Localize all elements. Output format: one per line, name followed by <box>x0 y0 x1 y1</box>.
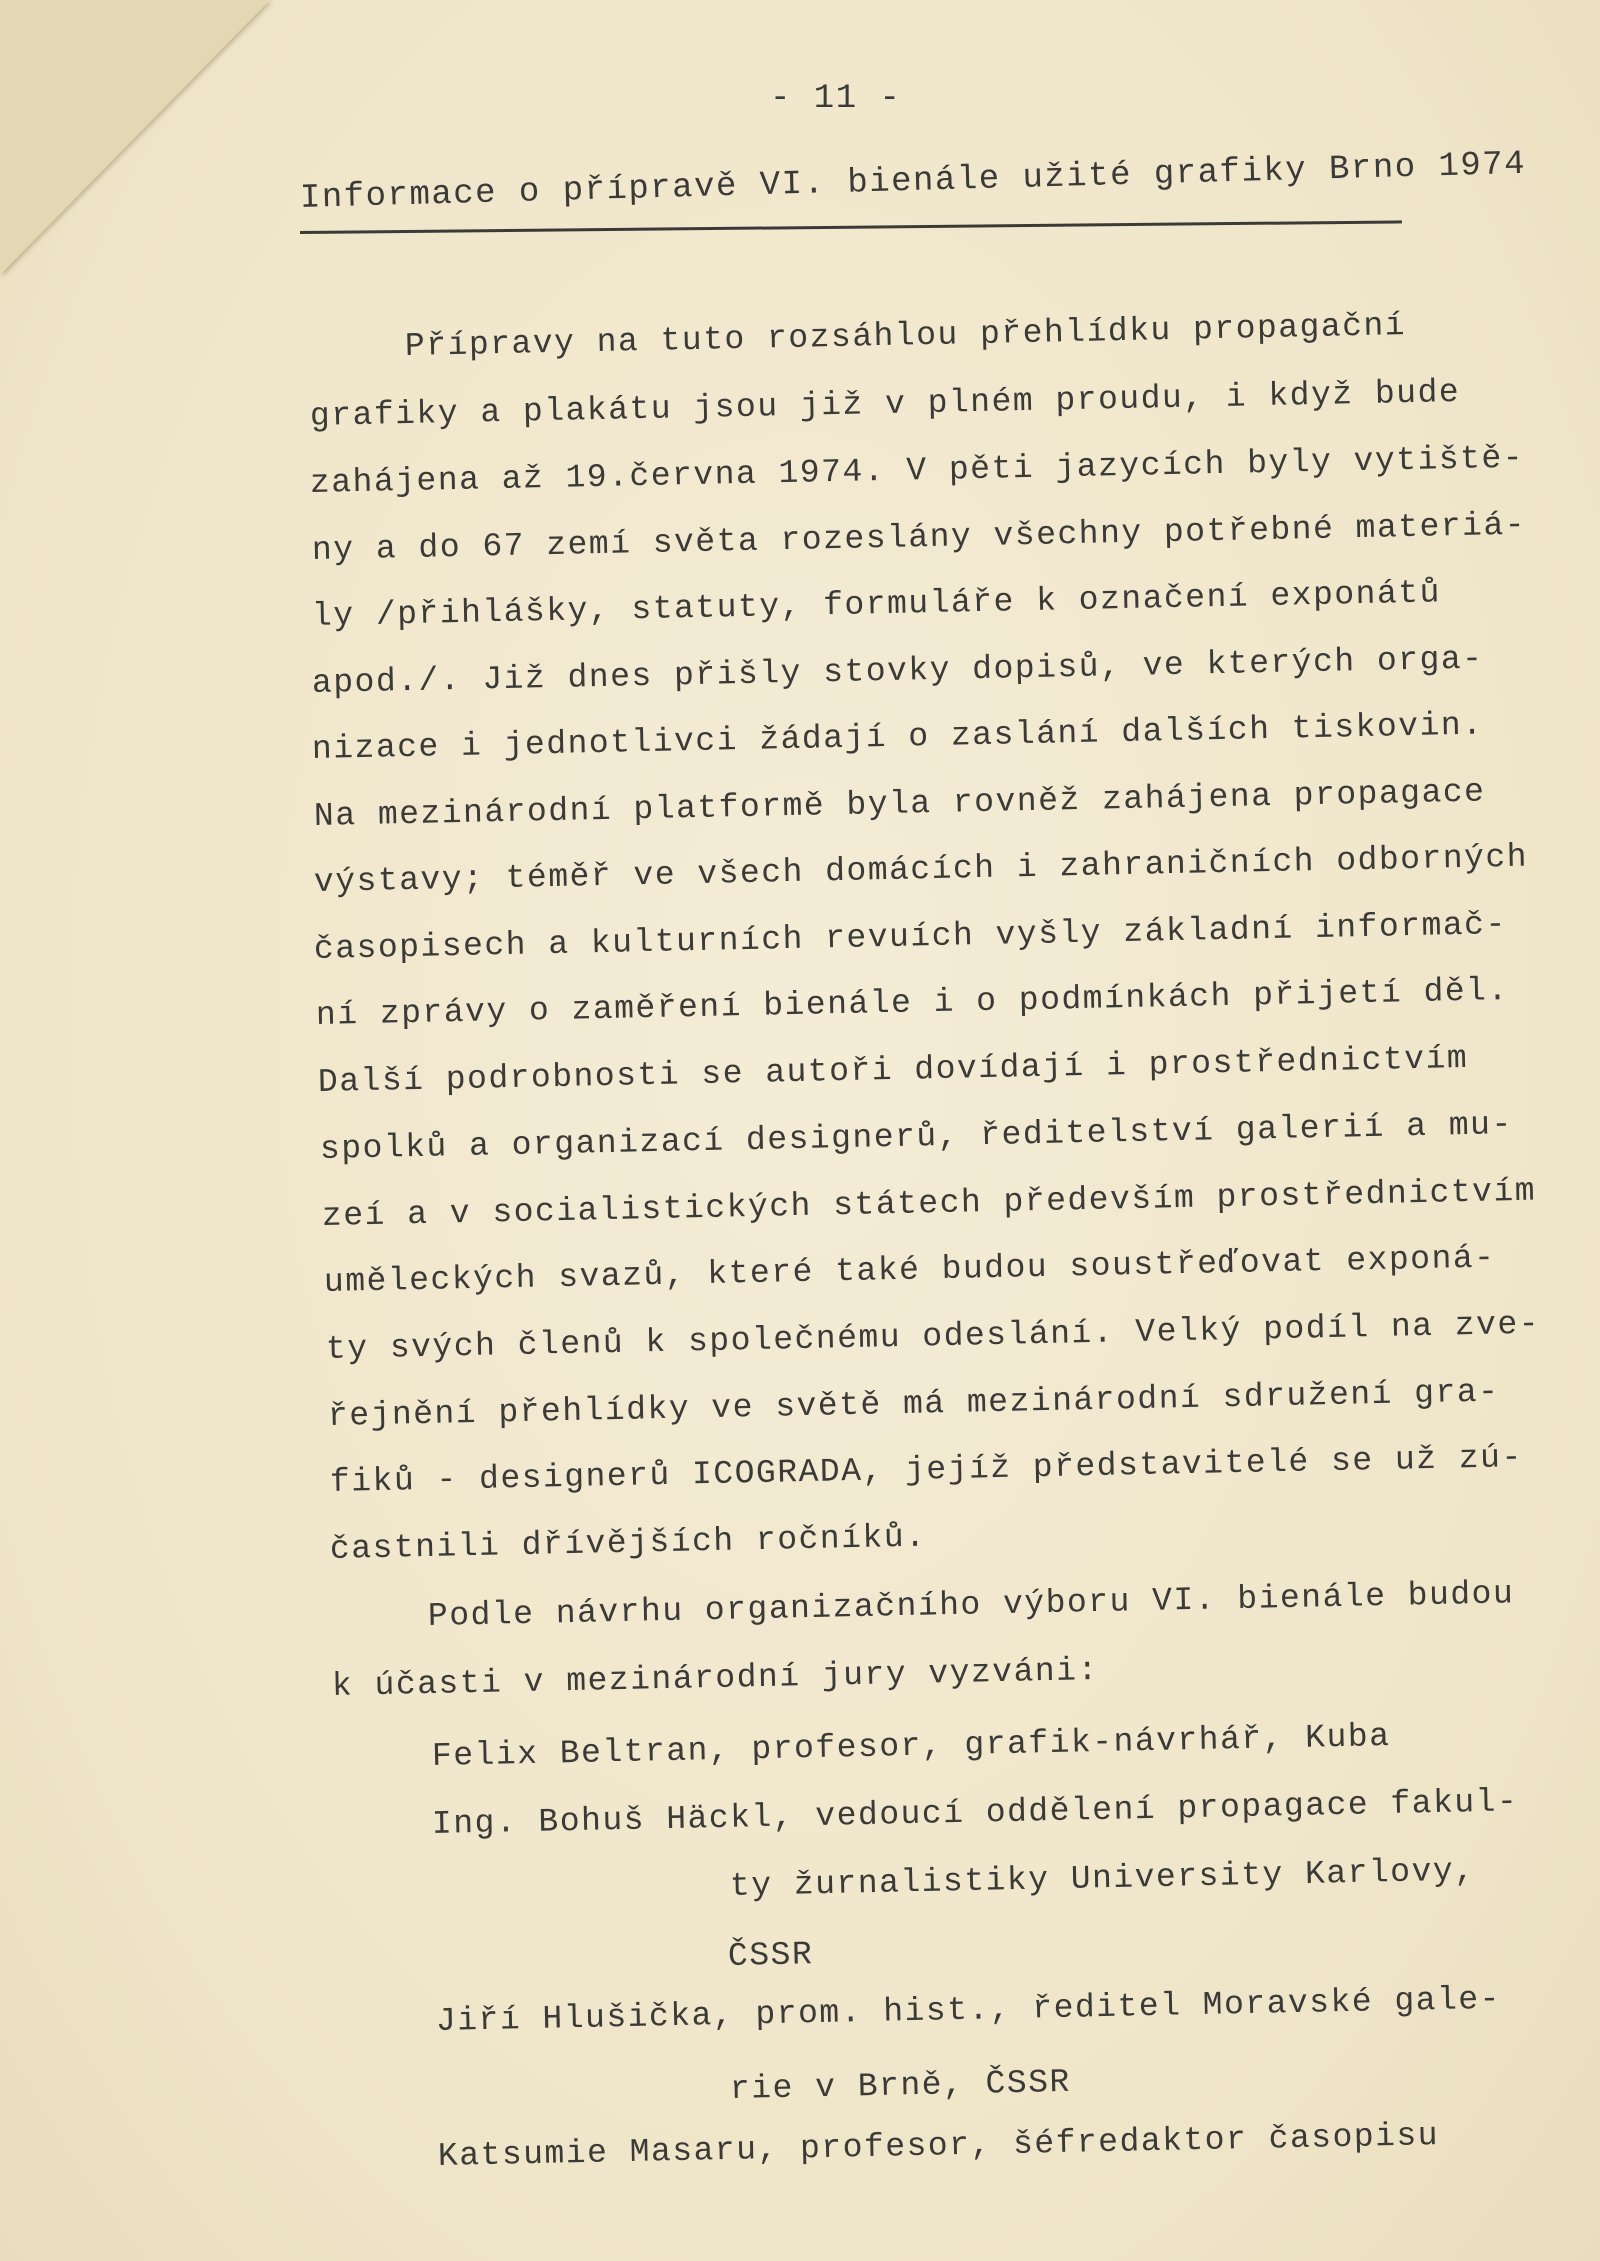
jury-member: Felix Beltran, profesor, grafik-návrhář, Kuba <box>431 1717 1391 1775</box>
jury-member: Katsumie Masaru, profesor, šéfredaktor časopisu <box>437 2117 1440 2175</box>
body-line: zeí a v socialistických státech především prostřednictvím <box>321 1172 1537 1235</box>
body-line: k účasti v mezinárodní jury vyzváni: <box>331 1651 1100 1705</box>
body-line: nizace i jednotlivci žádají o zaslání dalších tiskovin. <box>311 706 1484 768</box>
body-line: časopisech a kulturních revuích vyšly základní informač- <box>313 906 1508 968</box>
body-line: Podle návrhu organizačního výboru VI. bienále budou <box>427 1575 1515 1635</box>
jury-member: Ing. Bohuš Häckl, vedoucí oddělení propagace fakul- <box>431 1783 1519 1843</box>
body-line: Na mezinárodní platformě byla rovněž zahájena propagace <box>313 773 1486 835</box>
body-line: uměleckých svazů, které také budou soustřeďovat exponá- <box>323 1239 1496 1301</box>
body-line: zahájena až 19.června 1974. V pěti jazycích byly vytiště- <box>309 439 1525 502</box>
body-line: ty svých členů k společnému odeslání. Velký podíl na zve- <box>325 1305 1541 1368</box>
body-line: grafiky a plakátu jsou již v plném proudu, i když bude <box>309 373 1461 435</box>
body-line: výstavy; téměř ve všech domácích i zahraničních odborných <box>313 838 1529 901</box>
body-line: ny a do 67 zemí světa rozeslány všechny potřebné materiá- <box>311 506 1527 569</box>
jury-member-continued: rie v Brně, ČSSR <box>729 2063 1072 2108</box>
body-line: spolků a organizací designerů, ředitelství galerií a mu- <box>319 1106 1514 1168</box>
jury-member-continued: ČSSR <box>727 1936 814 1975</box>
jury-member-continued: ty žurnalistiky University Karlovy, <box>729 1852 1476 1905</box>
body-line: apod./. Již dnes přišly stovky dopisů, ve kterých orga- <box>311 640 1484 702</box>
body-line: ní zprávy o zaměření bienále i o podmínkách přijetí děl. <box>315 972 1510 1034</box>
body-line: ly /přihlášky, statuty, formuláře k označení exponátů <box>311 574 1442 635</box>
folded-corner <box>0 0 270 275</box>
title-underline <box>300 220 1402 234</box>
page-number: - 11 - <box>770 80 902 118</box>
body-line: Přípravy na tuto rozsáhlou přehlídku propagační <box>404 307 1407 365</box>
document-title: Informace o přípravě VI. bienále užité grafiky Brno 1974 <box>299 145 1527 218</box>
body-line: fiků - designerů ICOGRADA, jejíž představitelé se už zú- <box>329 1439 1524 1501</box>
jury-member: Jiří Hlušička, prom. hist., ředitel Moravské gale- <box>435 1980 1502 2040</box>
body-line: častnili dřívějších ročníků. <box>329 1518 927 1568</box>
body-line: řejnění přehlídky ve světě má mezinárodní sdružení gra- <box>327 1373 1500 1435</box>
body-line: Další podrobnosti se autoři dovídají i prostřednictvím <box>317 1039 1469 1101</box>
